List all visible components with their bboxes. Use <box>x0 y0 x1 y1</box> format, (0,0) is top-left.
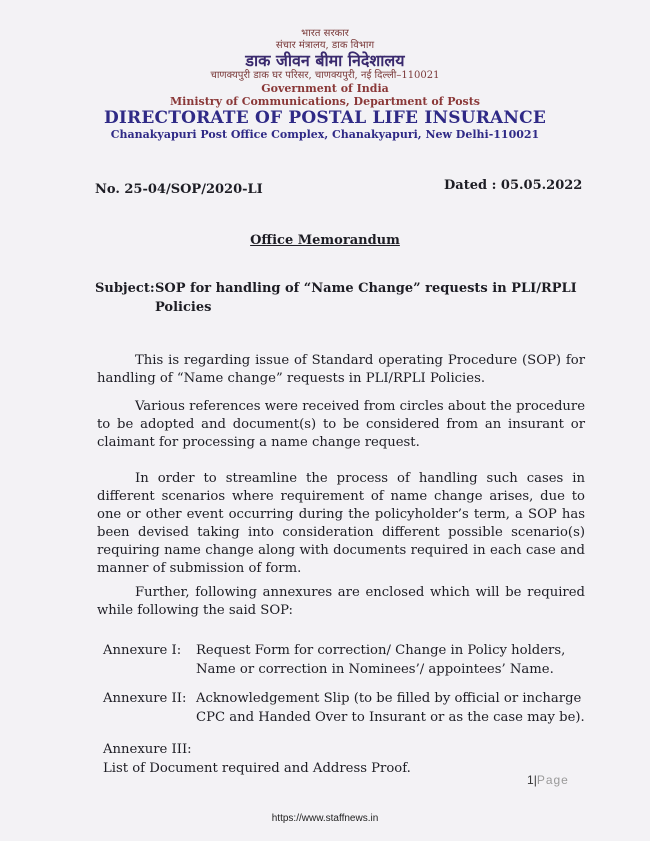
hindi-ministry-line: संचार मंत्रालय, डाक विभाग <box>275 39 375 51</box>
annexure-label: Annexure II: <box>103 691 187 706</box>
annexure-item <box>103 740 593 778</box>
letterhead <box>0 28 650 141</box>
page-label: Page <box>536 773 569 787</box>
source-url[interactable]: https://www.staffnews.in <box>271 813 379 824</box>
paragraph-4: Further, following annexures are enclosed which will be required while following the said SOP: <box>97 585 585 618</box>
paragraph-3: In order to streamline the process of handling such cases in different scenarios where requirement of name change arises, due to one or other event occurring during the policyholder’s term, a SOP has been devised taking into consideration different possible scenario(s) requiring name change along with documents required in each case and manner of submission of form. <box>97 471 585 576</box>
subject-line-1: SOP for handling of “Name Change” requests in PLI/RPLI <box>155 281 577 296</box>
paragraph-2: Various references were received from circles about the procedure to be adopted and document(s) to be considered from an insurant or claimant for processing a name change request. <box>97 399 585 450</box>
subject-line-2: Policies <box>155 299 212 315</box>
annexure-description: List of Document required and Address Proof. <box>103 761 411 776</box>
english-ministry-line: Ministry of Communications, Department of Posts <box>170 94 480 108</box>
date-line: Dated : 05.05.2022 <box>444 178 583 193</box>
hindi-directorate-title: डाक जीवन बीमा निदेशालय <box>245 51 405 70</box>
annexure-item <box>103 641 593 679</box>
subject-block <box>95 280 595 318</box>
english-government-line: Government of India <box>261 81 389 95</box>
page-number-value: 1 <box>527 773 534 787</box>
annexure-description: Acknowledgement Slip (to be filled by official or incharge CPC and Handed Over to Insurant or as the case may be). <box>196 691 585 725</box>
page-separator: | <box>533 773 537 787</box>
hindi-government-line: भारत सरकार <box>301 28 349 39</box>
annexure-description: Request Form for correction/ Change in Policy holders, Name or correction in Nominees’/ appointees’ Name. <box>196 643 566 677</box>
reference-number: No. 25-04/SOP/2020-LI <box>95 182 263 197</box>
memo-title: Office Memorandum <box>250 233 400 248</box>
subject-label: Subject: <box>95 281 155 296</box>
annexure-label: Annexure I: <box>103 643 182 658</box>
annexure-item <box>103 689 593 727</box>
english-address-line: Chanakyapuri Post Office Complex, Chanakyapuri, New Delhi-110021 <box>110 127 540 141</box>
page-number <box>527 773 569 787</box>
paragraph-1: This is regarding issue of Standard operating Procedure (SOP) for handling of “Name change” requests in PLI/RPLI Policies. <box>97 353 585 386</box>
english-directorate-title: DIRECTORATE OF POSTAL LIFE INSURANCE <box>103 108 547 129</box>
hindi-address-line: चाणक्यपुरी डाक घर परिसर, चाणक्यपुरी, नई दिल्ली–110021 <box>210 70 440 82</box>
annexure-label: Annexure III: <box>103 742 192 757</box>
